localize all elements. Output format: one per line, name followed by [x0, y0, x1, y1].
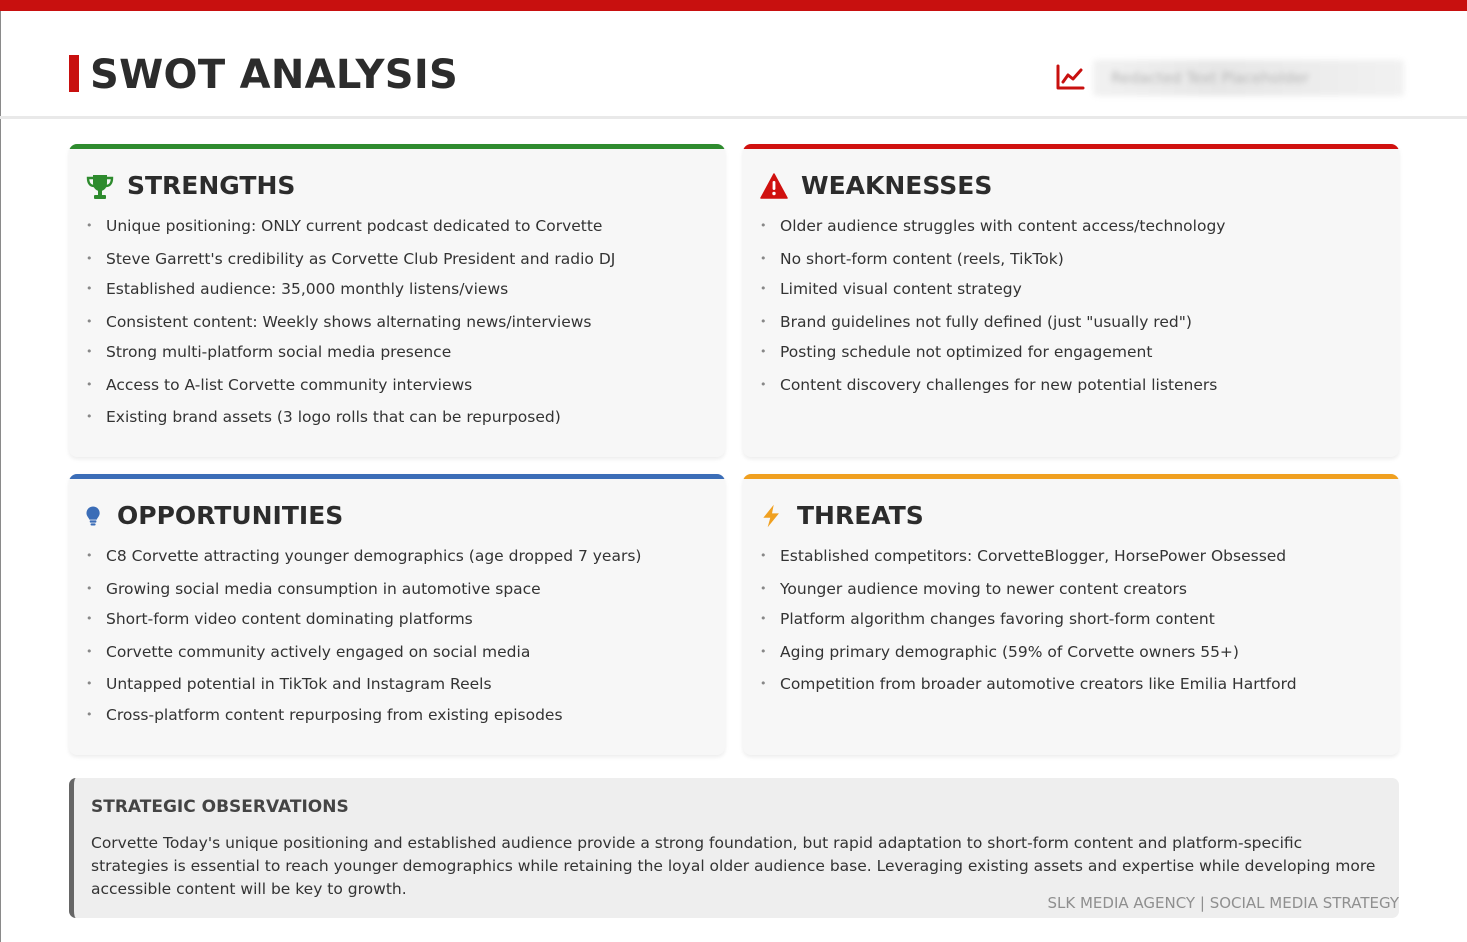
- list-item: • Older audience struggles with content access/technology: [760, 217, 1226, 235]
- weaknesses-accent: [743, 144, 1399, 149]
- threats-title: THREATS: [797, 501, 924, 530]
- threats-accent: [743, 474, 1399, 479]
- list-item: • Access to A-list Corvette community interviews: [86, 376, 473, 394]
- list-item: • Short-form video content dominating platforms: [86, 610, 473, 628]
- opportunities-accent: [69, 474, 725, 479]
- strengths-list: [86, 214, 615, 437]
- list-item: • Limited visual content strategy: [760, 280, 1022, 298]
- weaknesses-list: [760, 214, 1225, 405]
- strengths-title: STRENGTHS: [127, 171, 296, 200]
- observations-text: Corvette Today's unique positioning and established audience provide a strong foundation, but rapid adaptation to short-form content and platform-specific strategies is essential to reach younger demographics while retaining the loyal older audience base. Leveraging existing assets and expertise while developing more accessible content will be key to growth.: [91, 834, 1376, 898]
- list-item: • Competition from broader automotive creators like Emilia Hartford: [760, 675, 1297, 693]
- list-item: • C8 Corvette attracting younger demographics (age dropped 7 years): [86, 547, 642, 565]
- list-item: • Established competitors: CorvetteBlogger, HorsePower Obsessed: [760, 547, 1287, 565]
- page-header: [0, 11, 1467, 119]
- strengths-accent: [69, 144, 725, 149]
- list-item: • Corvette community actively engaged on social media: [86, 643, 531, 661]
- line-chart-icon: [1056, 64, 1085, 90]
- warning-icon: [759, 171, 789, 201]
- list-item: • Content discovery challenges for new potential listeners: [760, 376, 1218, 394]
- list-item: • Consistent content: Weekly shows alternating news/interviews: [86, 313, 592, 331]
- list-item: • Established audience: 35,000 monthly listens/views: [86, 280, 509, 298]
- page-title: SWOT ANALYSIS: [90, 52, 459, 98]
- weaknesses-card: [743, 144, 1399, 457]
- list-item: • No short-form content (reels, TikTok): [760, 250, 1064, 268]
- opportunities-header: [85, 500, 343, 532]
- list-item: • Aging primary demographic (59% of Corvette owners 55+): [760, 643, 1239, 661]
- list-item: • Posting schedule not optimized for engagement: [760, 343, 1153, 361]
- lightbulb-icon: [85, 501, 107, 531]
- list-item: • Younger audience moving to newer content creators: [760, 580, 1187, 598]
- list-item: • Cross-platform content repurposing from existing episodes: [86, 706, 563, 724]
- threats-header: [759, 500, 924, 532]
- opportunities-card: [69, 474, 725, 755]
- lightning-bolt-icon: [759, 501, 785, 531]
- title-accent-bar: [69, 55, 79, 92]
- list-item: • Unique positioning: ONLY current podcast dedicated to Corvette: [86, 217, 603, 235]
- list-item: • Steve Garrett's credibility as Corvette Club President and radio DJ: [86, 250, 616, 268]
- redacted-tag: Redacted Text Placeholder: [1093, 60, 1404, 96]
- agency-footer-label: SLK MEDIA AGENCY | SOCIAL MEDIA STRATEGY: [1047, 894, 1399, 912]
- strengths-card: [69, 144, 725, 457]
- list-item: • Platform algorithm changes favoring short-form content: [760, 610, 1215, 628]
- top-accent-bar: [0, 0, 1467, 11]
- weaknesses-title: WEAKNESSES: [801, 171, 993, 200]
- trophy-icon: [85, 171, 115, 201]
- strengths-header: [85, 170, 295, 202]
- list-item: • Untapped potential in TikTok and Instagram Reels: [86, 675, 492, 693]
- threats-card: [743, 474, 1399, 755]
- list-item: • Brand guidelines not fully defined (just "usually red"): [760, 313, 1192, 331]
- opportunities-list: [86, 544, 641, 735]
- opportunities-title: OPPORTUNITIES: [117, 501, 344, 530]
- list-item: • Existing brand assets (3 logo rolls that can be repurposed): [86, 408, 561, 426]
- weaknesses-header: [759, 170, 992, 202]
- list-item: • Growing social media consumption in automotive space: [86, 580, 541, 598]
- threats-list: [760, 544, 1297, 704]
- observations-title: STRATEGIC OBSERVATIONS: [91, 797, 349, 817]
- list-item: • Strong multi-platform social media presence: [86, 343, 452, 361]
